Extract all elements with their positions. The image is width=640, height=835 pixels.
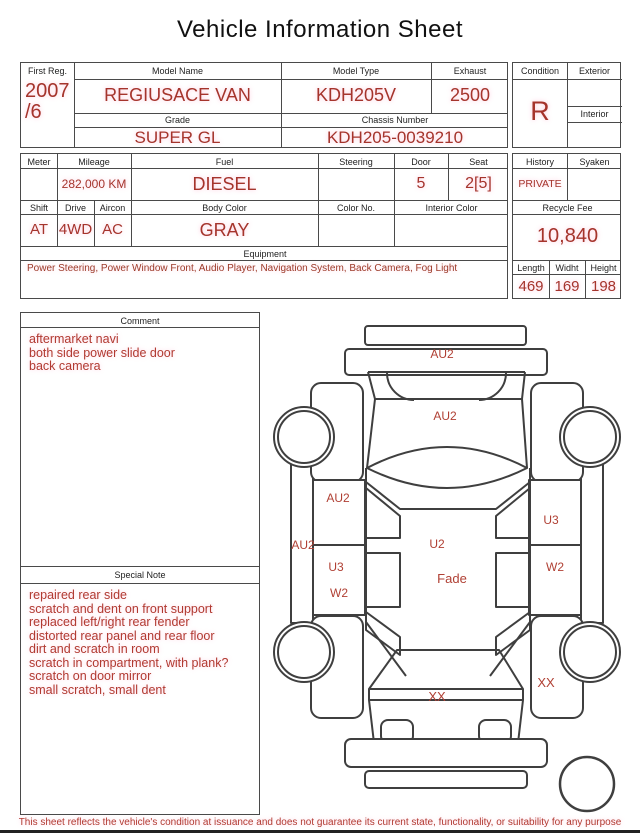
model-type-label: Model Type bbox=[332, 66, 380, 76]
right-sill-panel bbox=[581, 462, 603, 623]
first-reg-month: /6 bbox=[25, 101, 42, 123]
chassis-value: KDH205-0039210 bbox=[326, 128, 464, 147]
body-color-value: GRAY bbox=[199, 220, 250, 240]
damage-label-fade: Fade bbox=[437, 571, 467, 586]
width-value: 169 bbox=[554, 278, 580, 295]
interior-color-label: Interior Color bbox=[425, 203, 478, 213]
comment-box bbox=[20, 312, 260, 815]
comment-label: Comment bbox=[120, 316, 160, 326]
mileage-label: Mileage bbox=[78, 157, 110, 167]
height-value: 198 bbox=[590, 278, 617, 295]
length-value: 469 bbox=[518, 278, 544, 295]
syaken-label: Syaken bbox=[579, 157, 610, 167]
drive-value: 4WD bbox=[58, 221, 93, 238]
shift-label: Shift bbox=[29, 203, 48, 213]
grade-label: Grade bbox=[164, 115, 190, 125]
special-note-line: scratch and dent on front support bbox=[29, 601, 213, 616]
height-label: Height bbox=[590, 263, 617, 273]
condition-panel bbox=[512, 62, 621, 148]
vehicle-damage-diagram bbox=[265, 310, 640, 820]
divider bbox=[513, 260, 620, 261]
drive-label: Drive bbox=[64, 203, 86, 213]
recycle-fee-value: 10,840 bbox=[536, 225, 599, 247]
front-bumper-upper bbox=[365, 326, 526, 345]
divider bbox=[513, 200, 620, 201]
comment-lines bbox=[29, 333, 255, 374]
width-label: Widht bbox=[555, 263, 579, 273]
color-no-label: Color No. bbox=[336, 203, 375, 213]
comment-line: aftermarket navi bbox=[29, 332, 119, 346]
body-color-label: Body Color bbox=[202, 203, 247, 213]
disclaimer-text: This sheet reflects the vehicle's condition at issuance and does not guarantee its current state, functionality, or suitability for any purpose bbox=[18, 817, 622, 828]
damage-label-right-u3: U3 bbox=[543, 513, 559, 527]
condition-value: R bbox=[530, 96, 550, 126]
spare-tire bbox=[560, 757, 614, 811]
divider bbox=[567, 122, 622, 123]
left-rear-wheel bbox=[274, 622, 334, 682]
damage-label-left-front-door: AU2 bbox=[326, 491, 350, 505]
spec-table bbox=[20, 153, 508, 299]
condition-label: Condition bbox=[520, 66, 560, 76]
comment-line: both side power slide door bbox=[29, 345, 175, 360]
left-front-wheel bbox=[274, 407, 334, 467]
door-label: Door bbox=[411, 157, 431, 167]
left-front-door-panel bbox=[313, 480, 365, 545]
divider bbox=[21, 327, 259, 328]
aircon-label: Aircon bbox=[99, 203, 126, 213]
vehicle-table bbox=[20, 62, 508, 148]
model-type-value: KDH205V bbox=[315, 85, 397, 105]
history-label: History bbox=[525, 157, 554, 167]
model-name-value: REGIUSACE VAN bbox=[104, 85, 251, 105]
special-note-line: repaired rear side bbox=[29, 588, 127, 602]
equipment-label: Equipment bbox=[243, 249, 287, 259]
door-value: 5 bbox=[416, 175, 426, 192]
shift-value: AT bbox=[29, 221, 49, 238]
right-front-wheel bbox=[560, 407, 620, 467]
comment-line: back camera bbox=[29, 359, 101, 373]
special-note-line: dirt and scratch in room bbox=[29, 642, 160, 656]
body-walls bbox=[366, 468, 530, 625]
special-note-line: scratch on door mirror bbox=[29, 669, 152, 683]
special-note-lines bbox=[29, 589, 255, 697]
rear-window-band bbox=[369, 689, 523, 700]
tailgate bbox=[369, 700, 523, 743]
divider bbox=[567, 106, 622, 107]
cargo-top-edge bbox=[366, 482, 530, 509]
special-note-label: Special Note bbox=[114, 570, 166, 580]
aircon-value: AC bbox=[102, 221, 123, 238]
model-name-label: Model Name bbox=[151, 66, 204, 76]
first-reg-year: 2007 bbox=[25, 80, 70, 102]
left-rear-door-panel bbox=[313, 545, 365, 615]
exterior-label: Exterior bbox=[578, 66, 610, 76]
equipment-value: Power Steering, Power Window Front, Audio Player, Navigation System, Back Camera, Fog Light bbox=[27, 263, 458, 274]
damage-label-hood: AU2 bbox=[433, 409, 457, 423]
history-value: PRIVATE bbox=[518, 178, 562, 190]
rear-bumper-lower bbox=[365, 771, 527, 788]
damage-label-front-bumper: AU2 bbox=[430, 347, 454, 361]
first-reg-label: First Reg. bbox=[27, 66, 67, 76]
divider bbox=[567, 79, 622, 80]
damage-label-rear-right: XX bbox=[537, 675, 555, 690]
right-c-pillar bbox=[496, 553, 530, 607]
special-note-line: distorted rear panel and rear floor bbox=[29, 628, 215, 643]
right-rear-wheel bbox=[560, 622, 620, 682]
divider bbox=[21, 260, 507, 261]
grade-value: SUPER GL bbox=[134, 128, 221, 147]
meter-label: Meter bbox=[27, 157, 51, 167]
divider bbox=[21, 583, 259, 584]
fuel-label: Fuel bbox=[215, 157, 234, 167]
chassis-label: Chassis Number bbox=[361, 115, 429, 125]
first-reg-value bbox=[25, 81, 74, 123]
history-panel bbox=[512, 153, 621, 299]
roof-outline bbox=[367, 447, 527, 488]
front-panel bbox=[368, 372, 525, 399]
damage-label-cargo: U2 bbox=[429, 537, 445, 551]
damage-label-right-w2: W2 bbox=[546, 560, 564, 574]
mileage-value: 282,000 KM bbox=[61, 177, 127, 191]
damage-label-left-w2: W2 bbox=[330, 586, 348, 600]
special-note-line: small scratch, small dent bbox=[29, 682, 166, 697]
right-d-pillar bbox=[496, 612, 530, 655]
right-rear-door-panel bbox=[529, 545, 581, 615]
damage-label-rear-center: XX bbox=[428, 689, 446, 704]
steering-label: Steering bbox=[339, 157, 373, 167]
page-title: Vehicle Information Sheet bbox=[176, 16, 463, 43]
left-wiper-arc bbox=[387, 373, 414, 400]
divider bbox=[21, 246, 507, 247]
rear-bumper-upper bbox=[345, 739, 547, 767]
length-label: Length bbox=[517, 263, 545, 273]
seat-value: 2[5] bbox=[465, 175, 492, 192]
interior-label: Interior bbox=[580, 109, 609, 119]
right-wiper-arc bbox=[479, 373, 506, 400]
damage-label-left-u3: U3 bbox=[328, 560, 344, 574]
left-d-pillar bbox=[366, 612, 400, 655]
left-c-pillar bbox=[366, 553, 400, 607]
special-note-line: replaced left/right rear fender bbox=[29, 615, 190, 629]
rear-window bbox=[369, 650, 523, 689]
special-note-line: scratch in compartment, with plank? bbox=[29, 655, 229, 670]
seat-label: Seat bbox=[469, 157, 488, 167]
fuel-value: DIESEL bbox=[192, 174, 257, 194]
exhaust-value: 2500 bbox=[449, 85, 491, 105]
exhaust-label: Exhaust bbox=[453, 66, 487, 76]
damage-label-left-sill: AU2 bbox=[291, 538, 315, 552]
bottom-rule bbox=[0, 830, 640, 833]
recycle-fee-label: Recycle Fee bbox=[542, 203, 593, 213]
divider bbox=[21, 566, 259, 567]
